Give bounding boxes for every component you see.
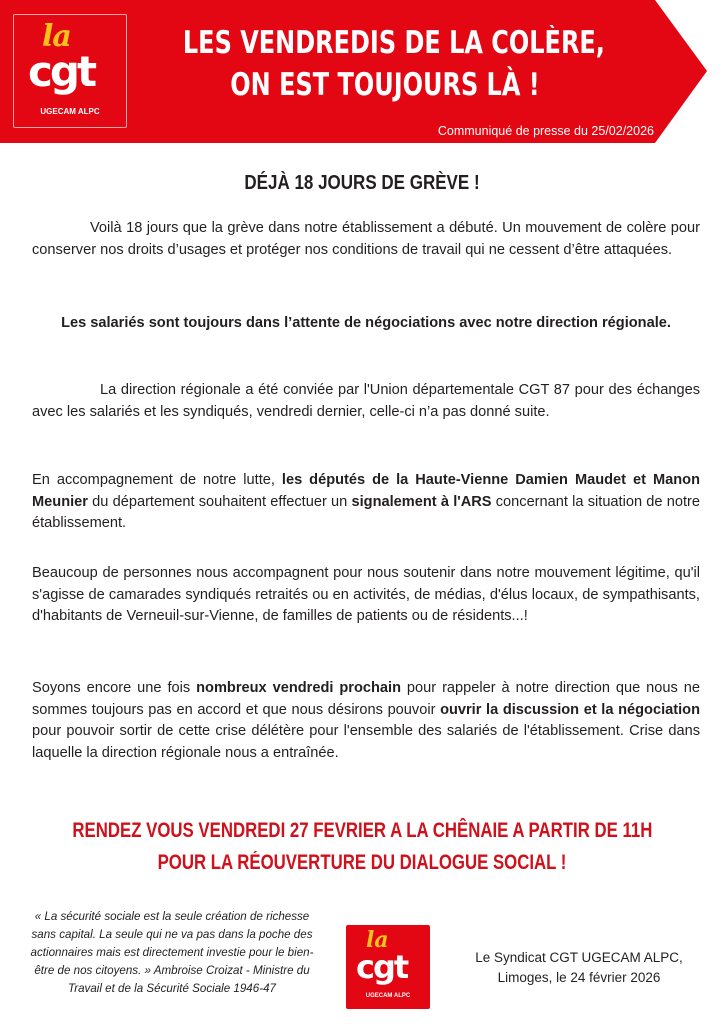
- signature-line1: Le Syndicat CGT UGECAM ALPC,: [475, 950, 683, 965]
- headline: DÉJÀ 18 JOURS DE GRÈVE !: [244, 172, 480, 194]
- header-banner: [0, 0, 724, 143]
- cta-line2: POUR LA RÉOUVERTURE DU DIALOGUE SOCIAL !: [157, 851, 567, 874]
- logo-subtitle: UGECAM ALPC: [365, 993, 411, 999]
- emphasis-negotiations: Les salariés sont toujours dans l’attente de négociations avec notre direction régionale.: [61, 315, 671, 331]
- bold-ars: signalement à l'ARS: [351, 493, 492, 510]
- bold-deputies: les députés de la Haute-Vienne Damien Maudet et Manon Meunier: [32, 472, 700, 510]
- cgt-logo-footer: [346, 925, 430, 1009]
- paragraph-call: [32, 678, 700, 764]
- signature: [456, 948, 702, 988]
- paragraph-support: Beaucoup de personnes nous accompagnent pour nous soutenir dans notre mouvement légitime, qu'il s'agisse de camarades syndiqués retraités ou en activités, de médias, d'élus locaux, de sympathisants, d'habitants de Verneuil-sur-Vienne, de familles de patients ou de résidents...!: [32, 565, 700, 624]
- banner-title-line1: LES VENDREDIS DE LA COLÈRE,: [182, 25, 605, 61]
- paragraph-deputies: [32, 470, 700, 535]
- cta-line1: RENDEZ VOUS VENDREDI 27 FEVRIER A LA CHÊNAIE A PARTIR DE 11H: [72, 819, 653, 842]
- logo-la-text: la: [366, 927, 389, 953]
- text-run: pour rappeler à notre direction que nous ne sommes toujours pas en accord et que nous désirons pouvoir: [32, 680, 700, 718]
- banner-title-line2: ON EST TOUJOURS LÀ !: [230, 67, 540, 103]
- call-to-action: [0, 815, 724, 879]
- logo-subtitle: UGECAM ALPC: [40, 107, 100, 116]
- text-run: concernant la situation de notre établissement.: [32, 493, 700, 531]
- banner-title: [182, 22, 605, 106]
- press-release-date: Communiqué de presse du 25/02/2026: [437, 124, 654, 138]
- text-run: pour pouvoir sortir de cette crise délétère pour l'ensemble des salariés de l'établissement. Crise dans laquelle la direction régionale nous a entraînée.: [32, 723, 700, 761]
- croizat-quote: « La sécurité sociale est la seule création de richesse sans capital. La seule qui ne va pas dans la poche des actionnaires mais est directement investie pour le bien-être de nos citoyens. » Ambroise Croizat - Ministre du Travail et de la Sécurité Sociale 1946-47: [30, 910, 314, 995]
- cgt-logo: [13, 14, 127, 128]
- bold-next-friday: nombreux vendredi prochain: [196, 680, 401, 696]
- text-run: Soyons encore une fois: [32, 680, 197, 696]
- logo-la-text: la: [42, 19, 71, 54]
- paragraph-direction: La direction régionale a été conviée par l'Union départementale CGT 87 pour des échanges avec les salariés et les syndiqués, vendredi dernier, celle-ci n’a pas donné suite.: [32, 382, 700, 420]
- logo-cgt-text: cgt: [28, 47, 95, 96]
- paragraph-strike-start: Voilà 18 jours que la grève dans notre établissement a débuté. Un mouvement de colère pour conserver nos droits d’usages et protéger nos conditions de travail qui ne cessent d’être attaquées.: [32, 220, 700, 258]
- text-run: du département souhaitent effectuer un: [87, 493, 352, 510]
- logo-cgt-text: cgt: [356, 948, 408, 986]
- signature-line2: Limoges, le 24 février 2026: [497, 970, 661, 985]
- text-run: En accompagnement de notre lutte,: [32, 472, 282, 488]
- bold-negotiation: ouvrir la discussion et la négociation: [440, 701, 700, 718]
